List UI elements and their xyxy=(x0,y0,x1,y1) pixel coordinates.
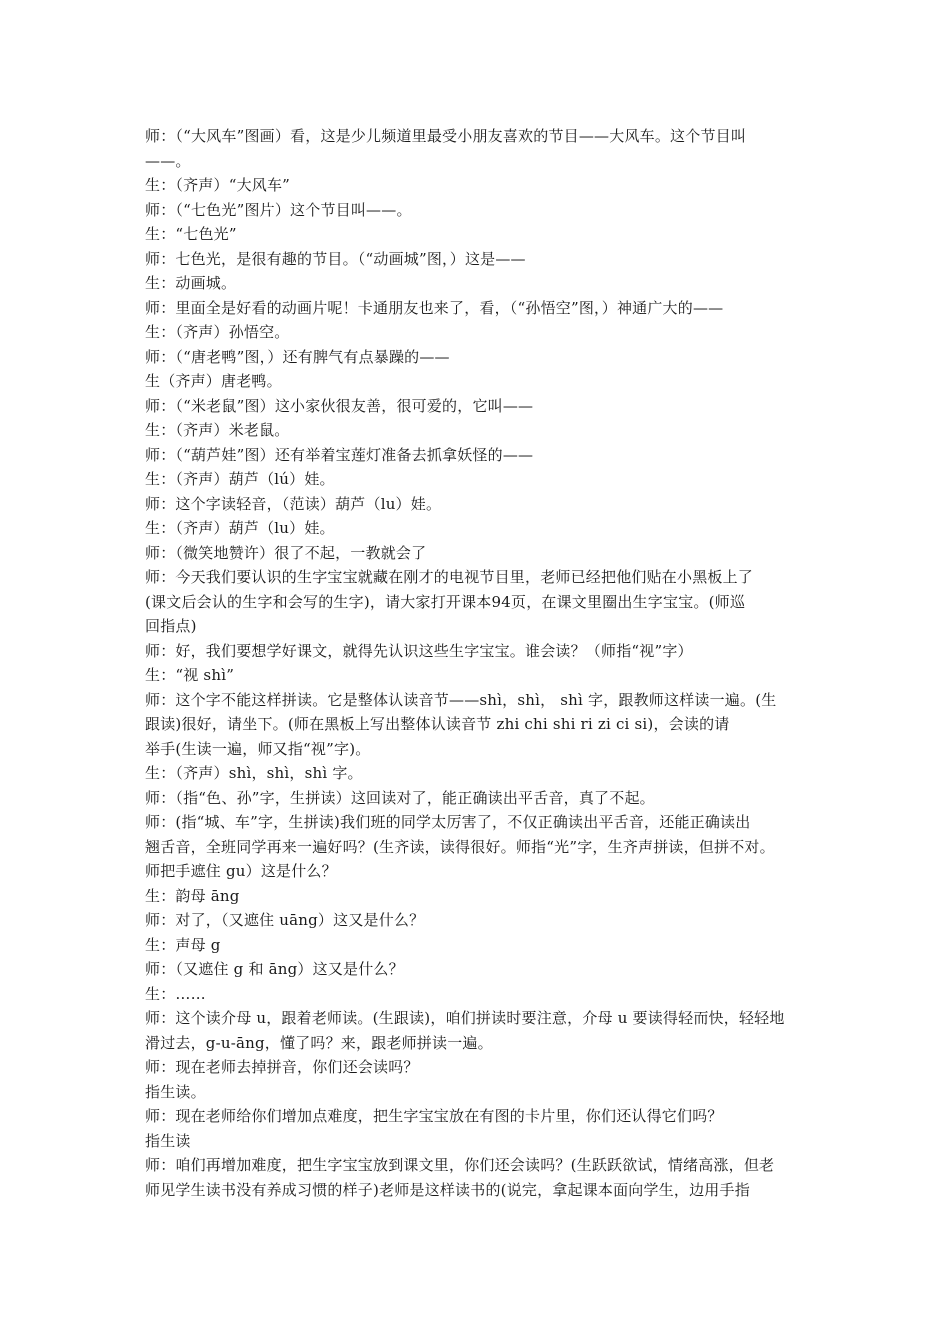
text-line: 师：（“大风车”图画）看，这是少儿频道里最受小朋友喜欢的节目——大风车。这个节目叫 xyxy=(145,127,747,145)
text-line: 师：咱们再增加难度，把生字宝宝放到课文里，你们还会读吗？(生跃跃欲试，情绪高涨，但老 xyxy=(145,1156,775,1174)
text-line: 指生读。 xyxy=(145,1082,206,1101)
text-line: 生：（齐声）葫芦（lú）娃。 xyxy=(145,470,335,488)
text-line: 生：声母 g xyxy=(145,935,221,954)
text-line: 师：（“七色光”图片）这个节目叫——。 xyxy=(145,200,412,219)
text-line: 师：（又遮住 g 和 āng）这又是什么？ xyxy=(145,960,404,978)
text-line: 生：（齐声）米老鼠。 xyxy=(145,421,290,439)
lesson-transcript xyxy=(145,124,810,1202)
text-line: 师：对了，（又遮住 uāng）这又是什么？ xyxy=(145,911,425,929)
text-line: 生：动画城。 xyxy=(145,274,237,292)
text-line: 师：这个字读轻音，（范读）葫芦（lu）娃。 xyxy=(145,494,442,513)
text-line: 师：（指“色、孙”字，生拼读）这回读对了，能正确读出平舌音，真了不起。 xyxy=(145,788,655,807)
text-line: 翘舌音，全班同学再来一遍好吗？(生齐读，读得很好。师指“光”字，生齐声拼读，但拼不对。 xyxy=(145,837,775,856)
text-line: 师把手遮住 gu）这是什么？ xyxy=(145,862,337,880)
text-line: 生：韵母 āng xyxy=(145,886,240,905)
text-line: 跟读)很好，请坐下。(师在黑板上写出整体认读音节 zhi chi shi ri zi ci si)，会读的请 xyxy=(145,715,730,733)
text-line: 师：现在老师去掉拼音，你们还会读吗？ xyxy=(145,1058,419,1076)
text-line: 师：这个字不能这样拼读。它是整体认读音节——shì，shì， shì 字，跟教师这样读一遍。(生 xyxy=(145,690,777,709)
text-line: 师：（“米老鼠”图）这小家伙很友善，很可爱的，它叫—— xyxy=(145,396,534,415)
text-line: 生：（齐声）葫芦（lu）娃。 xyxy=(145,519,335,537)
text-line: 师：现在老师给你们增加点难度，把生字宝宝放在有图的卡片里，你们还认得它们吗？ xyxy=(145,1107,723,1125)
text-line: 生：“视 shì” xyxy=(145,666,235,684)
text-line: 师：（微笑地赞许）很了不起，一教就会了 xyxy=(145,543,427,562)
text-line: 师：今天我们要认识的生字宝宝就藏在刚才的电视节目里，老师已经把他们贴在小黑板上了 xyxy=(145,568,754,586)
text-line: 师：七色光，是很有趣的节目。（“动画城”图，）这是—— xyxy=(145,249,526,268)
text-line: 生：“七色光” xyxy=(145,225,237,243)
text-line: 师：里面全是好看的动画片呢！卡通朋友也来了，看，（“孙悟空”图，）神通广大的—— xyxy=(145,298,724,317)
text-line: 滑过去，g-u-āng，懂了吗？来，跟老师拼读一遍。 xyxy=(145,1033,493,1052)
text-line: (课文后会认的生字和会写的生字)，请大家打开课本94页，在课文里圈出生字宝宝。(师巡 xyxy=(145,592,746,611)
text-line: 生（齐声）唐老鸭。 xyxy=(145,372,282,390)
text-line: 生：（齐声）“大风车” xyxy=(145,176,291,194)
text-line: 指生读 xyxy=(145,1131,191,1150)
text-line: 师：(指“城、车”字，生拼读)我们班的同学太厉害了，不仅正确读出平舌音，还能正确读出 xyxy=(145,813,751,831)
text-line: 生：…… xyxy=(145,984,206,1003)
text-line: 师：好，我们要想学好课文，就得先认识这些生字宝宝。谁会读？（师指“视”字） xyxy=(145,641,693,660)
text-line: 举手(生读一遍，师又指“视”字)。 xyxy=(145,739,371,758)
text-line: 生：（齐声）孙悟空。 xyxy=(145,323,290,341)
text-line: 师见学生读书没有养成习惯的样子)老师是这样读书的(说完，拿起课本面向学生，边用手指 xyxy=(145,1180,750,1199)
text-line: 回指点) xyxy=(145,617,197,635)
text-line: 师：这个读介母 u，跟着老师读。(生跟读)，咱们拼读时要注意，介母 u 要读得轻而快，轻轻地 xyxy=(145,1009,785,1027)
text-line: 生：（齐声）shì，shì，shì 字。 xyxy=(145,764,363,782)
text-line: ——。 xyxy=(145,151,191,170)
text-line: 师：（“葫芦娃”图）还有举着宝莲灯准备去抓拿妖怪的—— xyxy=(145,445,534,464)
text-line: 师：（“唐老鸭”图，）还有脾气有点暴躁的—— xyxy=(145,347,450,366)
